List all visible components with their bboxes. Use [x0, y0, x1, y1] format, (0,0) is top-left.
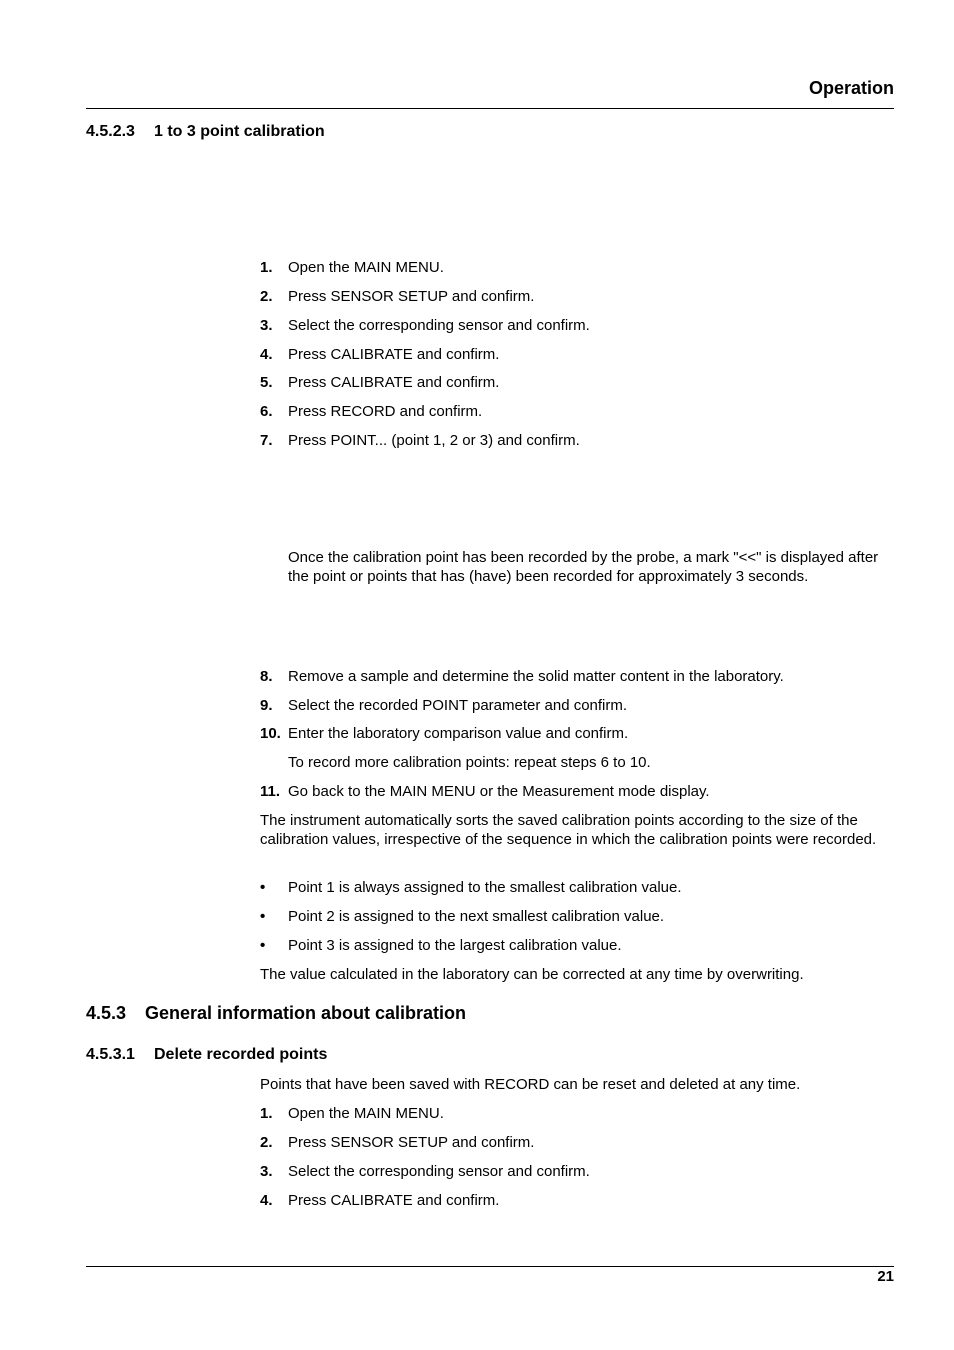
step-number: 3.: [260, 317, 273, 334]
list-item: [260, 258, 894, 277]
step-text: Enter the laboratory comparison value and confirm.: [288, 725, 629, 742]
step-text: Select the corresponding sensor and confirm.: [288, 317, 590, 334]
step-number: 4.: [260, 346, 273, 363]
list-item: [260, 724, 894, 743]
step-number: 10.: [260, 725, 281, 742]
delete-intro: Points that have been saved with RECORD can be reset and deleted at any time.: [260, 1076, 801, 1093]
list-item: [260, 345, 894, 364]
closing-paragraph: The value calculated in the laboratory can be corrected at any time by overwriting.: [260, 966, 804, 983]
sort-paragraph: The instrument automatically sorts the saved calibration points according to the size of the calibration values, irrespective of the sequence in which the calibration points were recorded.: [260, 812, 877, 848]
list-item: [260, 1162, 894, 1181]
step-text: Press CALIBRATE and confirm.: [288, 1192, 500, 1209]
list-item: [260, 1104, 894, 1123]
bullet-text: Point 2 is assigned to the next smallest calibration value.: [288, 908, 665, 925]
list-item: [260, 667, 894, 686]
bullet-item: [260, 878, 894, 897]
step-text: Open the MAIN MENU.: [288, 259, 444, 276]
list-item: [260, 1191, 894, 1210]
step-text: Remove a sample and determine the solid matter content in the laboratory.: [288, 668, 784, 685]
step-number: 4.: [260, 1192, 273, 1209]
step-number: 9.: [260, 697, 273, 714]
step-text: Open the MAIN MENU.: [288, 1105, 444, 1122]
step-text: Press CALIBRATE and confirm.: [288, 374, 500, 391]
section-number: 4.5.2.3: [86, 123, 135, 140]
bullet-symbol: •: [260, 879, 266, 896]
step-number: 2.: [260, 1134, 273, 1151]
bullet-text: Point 3 is assigned to the largest calibration value.: [288, 937, 622, 954]
repeat-note: To record more calibration points: repeat steps 6 to 10.: [288, 754, 651, 771]
step-number: 5.: [260, 374, 273, 391]
list-item: [260, 431, 894, 450]
bullet-item: [260, 936, 894, 955]
list-item: [260, 1133, 894, 1152]
list-item: [260, 316, 894, 335]
step-number: 8.: [260, 668, 273, 685]
bullet-symbol: •: [260, 937, 266, 954]
footer-rule: [86, 1266, 894, 1267]
step-number: 6.: [260, 403, 273, 420]
step-number: 11.: [260, 783, 281, 800]
step-number: 2.: [260, 288, 273, 305]
header-title: Operation: [808, 78, 894, 98]
step-number: 1.: [260, 259, 273, 276]
list-item: [260, 402, 894, 421]
section-title: General information about calibration: [145, 1003, 467, 1023]
step-text: Press RECORD and confirm.: [288, 403, 483, 420]
list-item: [260, 782, 894, 801]
bullet-symbol: •: [260, 908, 266, 925]
step-number: 3.: [260, 1163, 273, 1180]
step-text: Press CALIBRATE and confirm.: [288, 346, 500, 363]
list-item: [260, 373, 894, 392]
page-number: 21: [877, 1268, 894, 1285]
section-heading-4523: [86, 123, 325, 141]
calibration-note: Once the calibration point has been recorded by the probe, a mark "<<" is displayed after the point or points that has (have) been recorded for approximately 3 seconds.: [288, 549, 879, 585]
step-number: 1.: [260, 1105, 273, 1122]
section-heading-4531: [86, 1046, 327, 1064]
step-text: Press POINT... (point 1, 2 or 3) and confirm.: [288, 432, 580, 449]
step-text: Select the recorded POINT parameter and confirm.: [288, 697, 628, 714]
list-item: [260, 696, 894, 715]
bullet-item: [260, 907, 894, 926]
step-text: Select the corresponding sensor and confirm.: [288, 1163, 590, 1180]
header-rule: [86, 108, 894, 109]
step-text: Press SENSOR SETUP and confirm.: [288, 288, 535, 305]
section-number: 4.5.3: [86, 1003, 127, 1023]
step-text: Go back to the MAIN MENU or the Measurement mode display.: [288, 783, 710, 800]
section-number: 4.5.3.1: [86, 1046, 135, 1063]
section-title: 1 to 3 point calibration: [154, 123, 325, 140]
step-text: Press SENSOR SETUP and confirm.: [288, 1134, 535, 1151]
bullet-text: Point 1 is always assigned to the smallest calibration value.: [288, 879, 682, 896]
list-item: [260, 287, 894, 306]
section-heading-453: [86, 1003, 466, 1024]
section-title: Delete recorded points: [154, 1046, 328, 1063]
step-number: 7.: [260, 432, 273, 449]
